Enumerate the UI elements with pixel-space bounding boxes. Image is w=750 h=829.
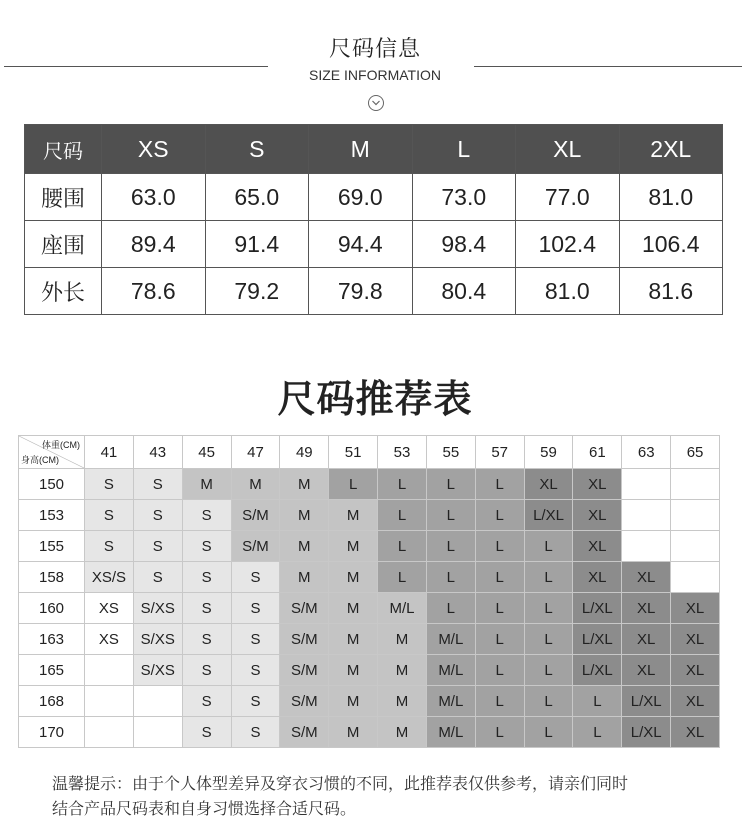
table-cell: 94.4 xyxy=(309,221,413,268)
size-recommend-cell: XL xyxy=(671,593,720,624)
size-recommend-cell: XL xyxy=(622,562,671,593)
height-label: 168 xyxy=(19,686,85,717)
size-recommend-cell: M xyxy=(378,686,427,717)
size-recommend-cell: S xyxy=(133,500,182,531)
size-recommend-cell: XL xyxy=(524,469,573,500)
size-recommend-cell: S xyxy=(133,562,182,593)
table-cell: 89.4 xyxy=(102,221,206,268)
size-recommend-cell: M/L xyxy=(426,717,475,748)
recommend-row xyxy=(19,717,720,748)
size-recommend-cell: L xyxy=(524,717,573,748)
size-recommend-cell: M xyxy=(280,500,329,531)
size-recommend-cell: M/L xyxy=(378,593,427,624)
size-recommend-cell: M/L xyxy=(426,624,475,655)
size-recommend-cell: XL xyxy=(622,593,671,624)
size-recommend-cell: L xyxy=(378,500,427,531)
size-recommend-cell: M xyxy=(378,655,427,686)
table-cell: 106.4 xyxy=(619,221,723,268)
size-recommend-cell: S/M xyxy=(280,717,329,748)
size-recommend-cell: M/L xyxy=(426,655,475,686)
height-label: 160 xyxy=(19,593,85,624)
size-recommend-cell: S xyxy=(231,655,280,686)
size-recommend-cell: L xyxy=(524,624,573,655)
size-recommend-cell: M xyxy=(231,469,280,500)
size-recommend-cell: XL xyxy=(671,717,720,748)
section-title: 尺码信息 xyxy=(328,37,421,62)
size-recommend-cell: L/XL xyxy=(622,686,671,717)
size-recommend-cell: S xyxy=(182,500,231,531)
size-recommend-cell: M xyxy=(329,593,378,624)
table-cell: 91.4 xyxy=(205,221,309,268)
size-recommend-cell xyxy=(671,500,720,531)
weight-axis-label: 体重(CM) xyxy=(42,440,80,450)
size-recommend-cell: S xyxy=(133,531,182,562)
height-label: 155 xyxy=(19,531,85,562)
size-recommend-cell: M xyxy=(329,624,378,655)
size-recommend-cell: L xyxy=(378,531,427,562)
header-cell: 2XL xyxy=(619,125,723,174)
table-cell: 98.4 xyxy=(412,221,516,268)
weight-header-cell: 61 xyxy=(573,436,622,469)
size-recommend-cell: L/XL xyxy=(573,593,622,624)
size-recommend-cell xyxy=(671,531,720,562)
size-recommend-cell: S/XS xyxy=(133,624,182,655)
height-label: 158 xyxy=(19,562,85,593)
table-cell: 63.0 xyxy=(102,174,206,221)
size-recommend-cell xyxy=(133,686,182,717)
height-label: 165 xyxy=(19,655,85,686)
corner-cell xyxy=(19,436,85,469)
header-cell: XS xyxy=(102,125,206,174)
weight-header-cell: 51 xyxy=(329,436,378,469)
size-recommend-cell: L xyxy=(573,717,622,748)
size-recommend-cell xyxy=(85,717,134,748)
size-recommend-cell: S xyxy=(182,593,231,624)
size-recommend-cell: S xyxy=(182,655,231,686)
size-recommend-cell xyxy=(622,469,671,500)
size-recommend-cell: XL xyxy=(622,624,671,655)
table-cell: 77.0 xyxy=(516,174,620,221)
size-recommend-cell: S xyxy=(231,624,280,655)
size-recommend-cell: L xyxy=(426,593,475,624)
size-recommend-cell: XL xyxy=(671,655,720,686)
row-label: 座围 xyxy=(25,221,102,268)
table-cell: 81.0 xyxy=(619,174,723,221)
size-recommend-cell: M xyxy=(329,655,378,686)
size-recommend-cell: L xyxy=(475,624,524,655)
size-recommend-cell: S/M xyxy=(280,624,329,655)
size-recommend-cell: M/L xyxy=(426,686,475,717)
size-recommend-cell: S/M xyxy=(280,593,329,624)
size-recommend-cell: L xyxy=(426,500,475,531)
size-recommend-cell: L/XL xyxy=(573,655,622,686)
size-recommend-cell: L xyxy=(524,531,573,562)
table-row xyxy=(25,174,723,221)
weight-header-cell: 47 xyxy=(231,436,280,469)
size-info-header xyxy=(0,0,750,120)
recommend-row xyxy=(19,624,720,655)
recommend-row xyxy=(19,686,720,717)
recommend-title: 尺码推荐表 xyxy=(277,377,473,421)
size-recommend-cell: L xyxy=(475,531,524,562)
size-recommend-cell xyxy=(622,500,671,531)
size-recommend-cell xyxy=(85,655,134,686)
size-recommend-cell: S xyxy=(182,562,231,593)
size-recommend-cell: M xyxy=(182,469,231,500)
size-recommend-cell: S/M xyxy=(231,500,280,531)
tip-line: 温馨提示：由于个人体型差异及穿衣习惯的不同，此推荐表仅供参考，请亲们同时 xyxy=(52,774,629,793)
size-recommend-cell: L xyxy=(524,686,573,717)
size-recommend-cell: XL xyxy=(622,655,671,686)
tip-line: 结合产品尺码表和自身习惯选择合适尺码。 xyxy=(52,799,357,818)
size-recommend-cell: S xyxy=(133,469,182,500)
height-label: 153 xyxy=(19,500,85,531)
size-recommend-cell: S xyxy=(182,717,231,748)
size-recommend-cell: S xyxy=(182,686,231,717)
table-row xyxy=(25,221,723,268)
weight-header-cell: 57 xyxy=(475,436,524,469)
size-recommend-cell: L xyxy=(378,469,427,500)
size-recommend-cell xyxy=(622,531,671,562)
table-cell: 80.4 xyxy=(412,268,516,315)
size-recommend-cell: M xyxy=(329,500,378,531)
size-recommend-cell: S/M xyxy=(231,531,280,562)
header-cell: L xyxy=(412,125,516,174)
weight-header-cell: 41 xyxy=(85,436,134,469)
recommend-row xyxy=(19,531,720,562)
size-recommend-cell: L xyxy=(524,562,573,593)
size-recommend-cell: L/XL xyxy=(622,717,671,748)
recommend-row xyxy=(19,593,720,624)
table-row xyxy=(25,268,723,315)
size-recommend-cell: L xyxy=(329,469,378,500)
recommend-row xyxy=(19,500,720,531)
size-recommend-cell: L xyxy=(475,717,524,748)
size-recommend-cell: S/XS xyxy=(133,655,182,686)
size-table-header xyxy=(25,125,723,174)
weight-header-cell: 59 xyxy=(524,436,573,469)
size-recommend-cell: L xyxy=(475,469,524,500)
weight-header-cell: 53 xyxy=(378,436,427,469)
table-cell: 81.0 xyxy=(516,268,620,315)
size-recommend-cell: S xyxy=(231,593,280,624)
size-recommend-cell: XS xyxy=(85,624,134,655)
table-cell: 79.8 xyxy=(309,268,413,315)
size-recommend-cell: L/XL xyxy=(573,624,622,655)
size-recommend-cell: M xyxy=(329,717,378,748)
size-recommend-cell: L xyxy=(475,562,524,593)
table-cell: 65.0 xyxy=(205,174,309,221)
size-recommend-cell: XS/S xyxy=(85,562,134,593)
size-recommend-cell: L xyxy=(524,655,573,686)
size-recommend-cell: XL xyxy=(671,624,720,655)
header-cell: S xyxy=(205,125,309,174)
size-recommend-cell: L xyxy=(573,686,622,717)
header-cell: 尺码 xyxy=(25,125,102,174)
size-recommend-cell: M xyxy=(329,562,378,593)
height-label: 170 xyxy=(19,717,85,748)
row-label: 外长 xyxy=(25,268,102,315)
size-recommend-cell xyxy=(133,717,182,748)
size-recommend-cell: S xyxy=(231,562,280,593)
size-recommend-cell xyxy=(671,562,720,593)
recommend-table xyxy=(18,435,720,748)
size-recommend-cell: XL xyxy=(573,500,622,531)
size-recommend-cell: M xyxy=(280,469,329,500)
size-recommend-cell: M xyxy=(280,562,329,593)
size-recommend-cell: S xyxy=(182,531,231,562)
size-recommend-cell: M xyxy=(378,717,427,748)
header-cell: XL xyxy=(516,125,620,174)
height-label: 150 xyxy=(19,469,85,500)
recommend-row xyxy=(19,655,720,686)
section-subtitle: SIZE INFORMATION xyxy=(309,67,441,83)
size-recommend-cell: S/M xyxy=(280,655,329,686)
table-cell: 81.6 xyxy=(619,268,723,315)
size-recommend-cell: L xyxy=(475,593,524,624)
weight-header-cell: 63 xyxy=(622,436,671,469)
size-recommend-cell: M xyxy=(329,686,378,717)
size-recommend-cell: XS xyxy=(85,593,134,624)
size-recommend-cell: S xyxy=(85,500,134,531)
size-recommend-cell: L xyxy=(475,655,524,686)
size-recommend-cell: S/M xyxy=(280,686,329,717)
weight-header-cell: 49 xyxy=(280,436,329,469)
size-recommend-cell: M xyxy=(378,624,427,655)
table-cell: 79.2 xyxy=(205,268,309,315)
size-recommend-cell: L xyxy=(475,686,524,717)
size-recommend-cell xyxy=(671,469,720,500)
size-recommend-cell: XL xyxy=(573,469,622,500)
size-recommend-cell: S xyxy=(182,624,231,655)
size-recommend-cell: L/XL xyxy=(524,500,573,531)
weight-header-cell: 55 xyxy=(426,436,475,469)
size-recommend-cell: S xyxy=(231,686,280,717)
size-recommend-cell: S/XS xyxy=(133,593,182,624)
height-label: 163 xyxy=(19,624,85,655)
size-recommend-cell: S xyxy=(85,469,134,500)
row-label: 腰围 xyxy=(25,174,102,221)
recommend-row xyxy=(19,469,720,500)
recommend-header-row xyxy=(19,436,720,469)
weight-header-cell: 45 xyxy=(182,436,231,469)
tip-note xyxy=(52,771,732,821)
size-recommend-cell xyxy=(85,686,134,717)
size-recommend-cell: L xyxy=(426,562,475,593)
table-cell: 69.0 xyxy=(309,174,413,221)
weight-header-cell: 65 xyxy=(671,436,720,469)
size-recommend-cell: XL xyxy=(573,531,622,562)
size-recommend-cell: S xyxy=(231,717,280,748)
size-recommend-cell: XL xyxy=(671,686,720,717)
height-axis-label: 身高(CM) xyxy=(21,455,59,465)
size-recommend-cell: L xyxy=(524,593,573,624)
size-table xyxy=(24,124,723,315)
size-recommend-cell: L xyxy=(426,531,475,562)
size-recommend-cell: L xyxy=(378,562,427,593)
weight-header-cell: 43 xyxy=(133,436,182,469)
table-cell: 73.0 xyxy=(412,174,516,221)
size-recommend-cell: L xyxy=(426,469,475,500)
recommend-row xyxy=(19,562,720,593)
header-cell: M xyxy=(309,125,413,174)
size-recommend-cell: M xyxy=(280,531,329,562)
size-recommend-cell: XL xyxy=(573,562,622,593)
table-cell: 102.4 xyxy=(516,221,620,268)
size-recommend-cell: L xyxy=(475,500,524,531)
size-recommend-cell: M xyxy=(329,531,378,562)
table-cell: 78.6 xyxy=(102,268,206,315)
chevron-down-circle-icon xyxy=(367,94,385,112)
size-recommend-cell: S xyxy=(85,531,134,562)
